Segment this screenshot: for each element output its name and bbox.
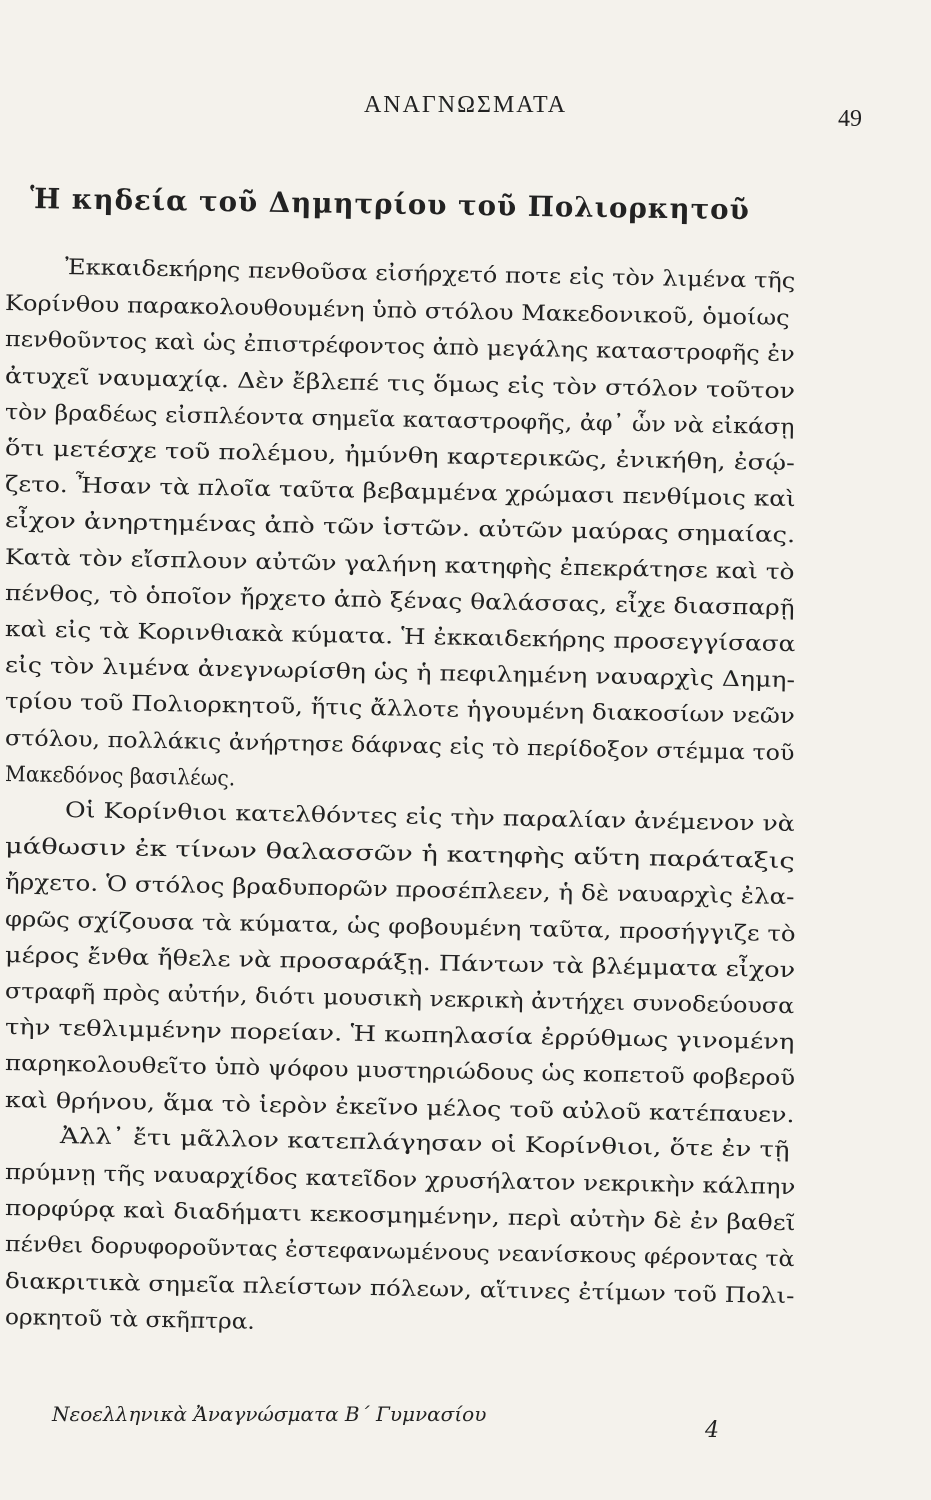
text-line: εἰς τὸν λιμένα ἀνεγνωρίσθη ὡς ἡ πεφιλημένη ναυαρχὶς Δημη-	[4, 653, 796, 694]
text-line: τρίου τοῦ Πολιορκητοῦ, ἥτις ἄλλοτε ἡγουμένη διακοσίων νεῶν	[4, 689, 796, 730]
text-line: ὅτι μετέσχε τοῦ πολέμου, ἠμύνθη καρτερικῶς, ἐνικήθη, ἐσῴ-	[4, 436, 796, 477]
text-line: πορφύρᾳ καὶ διαδήματι κεκοσμημένην, περὶ αὐτὴν δὲ ἐν βαθεῖ	[4, 1196, 796, 1237]
text-line: ορκητοῦ τὰ σκῆπτρα.	[4, 1304, 256, 1335]
text-line: Μακεδόνος βασιλέως.	[4, 761, 236, 792]
text-line: μέρος ἔνθα ἤθελε νὰ προσαράξῃ. Πάντων τὰ βλέμματα εἶχον	[4, 942, 796, 983]
text-line: Ἀλλ᾽ ἔτι μᾶλλον κατεπλάγησαν οἱ Κορίνθιοι, ὅτε ἐν τῇ	[59, 1123, 790, 1163]
text-line: ζετο. Ἦσαν τὰ πλοῖα ταῦτα βεβαμμένα χρώμασι πενθίμοις καὶ	[4, 472, 796, 513]
text-line: πένθος, τὸ ὁποῖον ἤρχετο ἀπὸ ξένας θαλάσσας, εἶχε διασπαρῇ	[4, 580, 795, 621]
page-number: 49	[838, 106, 862, 132]
text-line: καὶ εἰς τὰ Κορινθιακὰ κύματα. Ἡ ἐκκαιδεκήρης προσεγγίσασα	[4, 617, 796, 658]
text-line: πενθοῦντος καὶ ὡς ἐπιστρέφοντος ἀπὸ μεγάλης καταστροφῆς ἐν	[4, 327, 796, 368]
text-line: Κορίνθου παρακολουθουμένη ὑπὸ στόλου Μακεδονικοῦ, ὁμοίως	[4, 291, 790, 332]
text-line: στραφῆ πρὸς αὐτήν, διότι μουσικὴ νεκρικὴ ἀντήχει συνοδεύουσα	[4, 979, 795, 1020]
text-line: τὸν βραδέως εἰσπλέοντα σημεῖα καταστροφῆς, ἀφ᾽ ὧν νὰ εἰκάσῃ	[4, 399, 795, 440]
running-head: ΑΝΑΓΝΩΣΜΑΤΑ	[363, 92, 568, 118]
text-line: τὴν τεθλιμμένην πορείαν. Ἡ κωπηλασία ἐρρύθμως γινομένη	[4, 1015, 795, 1056]
text-line: εἶχον ἀνηρτημένας ἀπὸ τῶν ἱστῶν. αὐτῶν μαύρας σημαίας.	[4, 508, 796, 549]
footer-signature-number: 4	[705, 1418, 719, 1443]
text-line: ἀτυχεῖ ναυμαχίᾳ. Δὲν ἔβλεπέ τις ὅμως εἰς τὸν στόλον τοῦτον	[4, 363, 796, 404]
text-line: Οἱ Κορίνθιοι κατελθόντες εἰς τὴν παραλίαν ἀνέμενον νὰ	[64, 798, 796, 838]
text-line: Ἐκκαιδεκήρης πενθοῦσα εἰσήρχετό ποτε εἰς τὸν λιμένα τῆς	[64, 255, 796, 295]
text-line: μάθωσιν ἐκ τίνων θαλασσῶν ἡ κατηφὴς αὕτη παράταξις	[4, 834, 795, 875]
footer-book-title: Νεοελληνικὰ Ἀναγνώσματα Β´ Γυμνασίου	[52, 1402, 487, 1426]
text-line: πρύμνῃ τῆς ναυαρχίδος κατεῖδον χρυσήλατον νεκρικὴν κάλπην	[4, 1160, 796, 1201]
text-line: Κατὰ τὸν εἴσπλουν αὐτῶν γαλήνη κατηφὴς ἐπεκράτησε καὶ τὸ	[4, 544, 795, 585]
text-line: διακριτικὰ σημεῖα πλείστων πόλεων, αἵτινες ἐτίμων τοῦ Πολι-	[4, 1268, 795, 1309]
text-line: φρῶς σχίζουσα τὰ κύματα, ὡς φοβουμένη ταῦτα, προσήγγιζε τὸ	[4, 906, 796, 947]
text-line: καὶ θρήνου, ἅμα τὸ ἱερὸν ἐκεῖνο μέλος τοῦ αὐλοῦ κατέπαυεν.	[4, 1087, 795, 1128]
text-line: ἤρχετο. Ὁ στόλος βραδυπορῶν προσέπλεεν, ἡ δὲ ναυαρχὶς ἐλα-	[4, 870, 795, 911]
text-line: παρηκολουθεῖτο ὑπὸ ψόφου μυστηριώδους ὡς κοπετοῦ φοβεροῦ	[4, 1051, 796, 1092]
text-line: πένθει δορυφοροῦντας ἐστεφανωμένους νεανίσκους φέροντας τὰ	[4, 1232, 795, 1273]
text-line: στόλου, πολλάκις ἀνήρτησε δάφνας εἰς τὸ περίδοξον στέμμα τοῦ	[4, 725, 795, 766]
article-title: Ἡ κηδεία τοῦ Δημητρίου τοῦ Πολιορκητοῦ	[29, 182, 751, 227]
